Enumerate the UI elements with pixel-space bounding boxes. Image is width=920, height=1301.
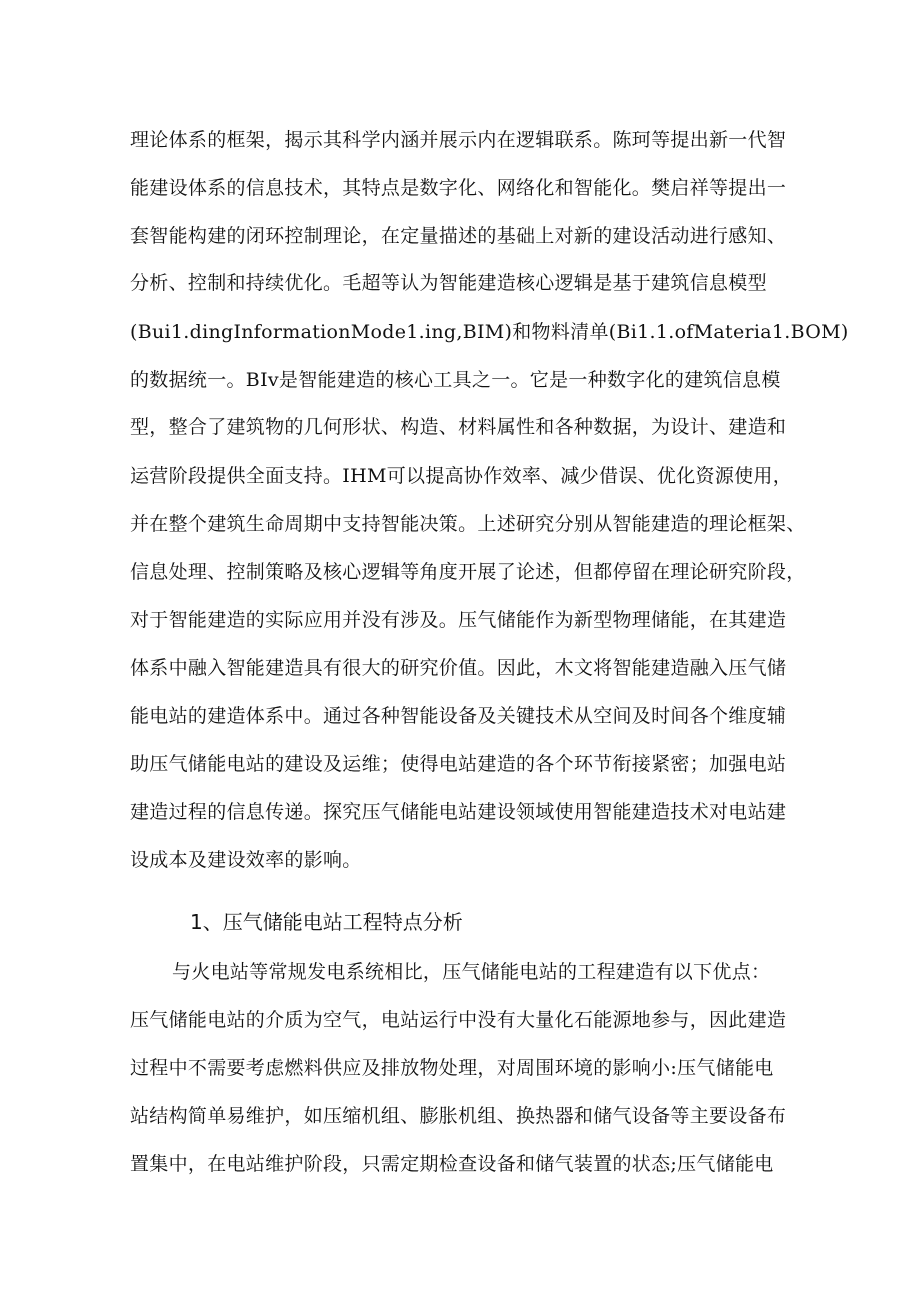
text-line: 理论体系的框架，揭示其科学内涵并展示内在逻辑联系。陈珂等提出新一代智 xyxy=(130,129,787,151)
text-line: 置集中，在电站维护阶段，只需定期检查设备和储气装置的状态;压气储能电 xyxy=(130,1153,774,1175)
text-line: 分析、控制和持续优化。毛超等认为智能建造核心逻辑是基于建筑信息模型 xyxy=(130,272,767,294)
text-line: 过程中不需要考虑燃料供应及排放物处理，对周围环境的影响小:压气储能电 xyxy=(130,1057,774,1079)
text-line: 能建设体系的信息技术，其特点是数字化、网络化和智能化。樊启祥等提出一 xyxy=(130,177,787,199)
text-line: 建造过程的信息传递。探究压气储能电站建设领域使用智能建造技术对电站建 xyxy=(130,801,787,823)
text-line: 信息处理、控制策略及核心逻辑等角度开展了论述，但都停留在理论研究阶段， xyxy=(130,561,806,583)
text-line: 与火电站等常规发电系统相比，压气储能电站的工程建造有以下优点： xyxy=(172,961,771,983)
text-line: 体系中融入智能建造具有很大的研究价值。因此，木文将智能建造融入压气储 xyxy=(130,657,787,679)
text-line: 运营阶段提供全面支持。IHM可以提高协作效率、减少借误、优化资源使用， xyxy=(130,465,793,487)
text-line: (Bui1.dingInformationMode1.ing,BIM)和物料清单(Bi1.1.ofMateria1.BOM) xyxy=(130,321,849,343)
text-line: 型，整合了建筑物的几何形状、构造、材料属性和各种数据，为设计、建造和 xyxy=(130,416,787,438)
text-line: 压气储能电站的介质为空气，电站运行中没有大量化石能源地参与，因此建造 xyxy=(130,1009,787,1031)
text-line: 站结构简单易维护，如压缩机组、膨胀机组、换热器和储气设备等主要设备布 xyxy=(130,1105,787,1127)
text-line: 对于智能建造的实际应用并没有涉及。压气储能作为新型物理储能，在其建造 xyxy=(130,609,787,631)
text-line: 套智能构建的闭环控制理论，在定量描述的基础上对新的建设活动进行感知、 xyxy=(130,225,787,247)
text-line: 设成本及建设效率的影响。 xyxy=(130,849,362,871)
section-heading: 1、压气储能电站工程特点分析 xyxy=(190,910,463,934)
text-line: 的数据统一。BIv是智能建造的核心工具之一。它是一种数字化的建筑信息模 xyxy=(130,369,781,391)
text-line: 能电站的建造体系中。通过各种智能设备及关键技术从空间及时间各个维度辅 xyxy=(130,705,787,727)
text-line: 助压气储能电站的建设及运维；使得电站建造的各个环节衔接紧密；加强电站 xyxy=(130,753,787,775)
text-line: 并在整个建筑生命周期中支持智能决策。上述研究分别从智能建造的理论框架、 xyxy=(130,513,806,535)
